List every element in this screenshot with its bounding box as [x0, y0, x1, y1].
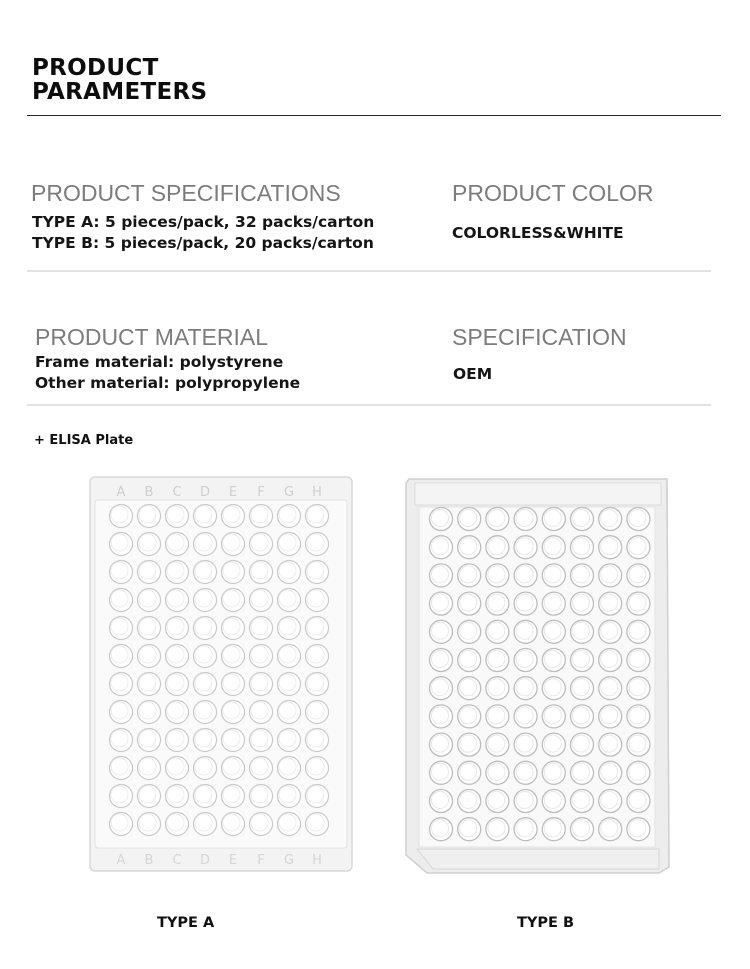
plate-a-well: [278, 729, 301, 752]
plate-a-well: [110, 645, 133, 668]
plate-a-well: [194, 757, 217, 780]
plate-a-well: [250, 785, 273, 808]
plate-a-well: [250, 533, 273, 556]
row-divider-1: [27, 270, 711, 272]
plate-a-well: [278, 785, 301, 808]
plate-a-well: [194, 533, 217, 556]
plate-a-column-letter: E: [228, 485, 238, 500]
plate-b-well: [627, 761, 650, 784]
plate-a-well: [138, 785, 161, 808]
plate-b-well: [430, 733, 453, 756]
plate-b-bottom-rail: [417, 849, 659, 869]
plate-b-well: [542, 705, 565, 728]
plate-type-a-image: [89, 476, 353, 872]
plate-b-well: [458, 620, 481, 643]
plate-a-well: [250, 757, 273, 780]
plate-b-well: [514, 677, 537, 700]
material-line2: Other material: polypropylene: [35, 374, 301, 392]
plate-a-well: [278, 645, 301, 668]
elisa-plate-label: + ELISA Plate: [34, 433, 134, 448]
plate-a-well: [306, 729, 329, 752]
plate-a-well: [222, 589, 245, 612]
plate-b-well: [571, 536, 594, 559]
plate-a-column-letter-bottom: G: [283, 853, 295, 868]
plate-a-well: [110, 561, 133, 584]
plate-b-well: [486, 620, 509, 643]
plate-a-well: [166, 785, 189, 808]
plate-a-well: [250, 645, 273, 668]
plate-a-well: [194, 561, 217, 584]
plate-a-well: [278, 533, 301, 556]
plate-b-well: [542, 564, 565, 587]
plate-a-well: [166, 813, 189, 836]
plate-b-well: [599, 620, 622, 643]
plate-a-well: [278, 701, 301, 724]
plate-b-well: [542, 649, 565, 672]
plate-b-well: [486, 592, 509, 615]
plate-a-well: [222, 673, 245, 696]
plate-a-well: [222, 561, 245, 584]
plate-a-well: [194, 589, 217, 612]
plate-a-well: [306, 561, 329, 584]
plate-a-column-letter-bottom: C: [172, 853, 182, 868]
plate-a-well: [138, 673, 161, 696]
color-value: COLORLESS&WHITE: [452, 224, 624, 242]
plate-a-well: [306, 757, 329, 780]
plate-b-well: [571, 733, 594, 756]
plate-b-well: [514, 649, 537, 672]
plate-b-well: [571, 761, 594, 784]
plate-a-well: [250, 617, 273, 640]
plate-type-b-image: [403, 477, 671, 877]
plate-a-well: [278, 617, 301, 640]
plate-a-well: [278, 813, 301, 836]
plate-b-well: [542, 818, 565, 841]
plate-b-well: [486, 705, 509, 728]
plate-b-well: [458, 649, 481, 672]
plate-a-well: [110, 617, 133, 640]
plate-a-well: [110, 505, 133, 528]
plate-b-well: [430, 705, 453, 728]
plate-b-well: [486, 733, 509, 756]
plate-b-well: [627, 649, 650, 672]
plate-a-column-letter: C: [172, 485, 182, 500]
plate-b-well: [627, 790, 650, 813]
plate-a-well: [222, 785, 245, 808]
plate-a-well: [194, 729, 217, 752]
plate-b-well: [514, 761, 537, 784]
plate-b-well: [627, 620, 650, 643]
plate-b-well: [430, 761, 453, 784]
plate-b-well: [599, 536, 622, 559]
plate-b-well: [458, 677, 481, 700]
plate-b-well: [458, 790, 481, 813]
plate-b-well: [430, 592, 453, 615]
plate-b-well: [599, 733, 622, 756]
plate-b-well: [571, 705, 594, 728]
plate-a-well: [110, 729, 133, 752]
plate-a-well: [110, 757, 133, 780]
plate-a-well: [138, 757, 161, 780]
plate-a-column-letter: A: [116, 485, 126, 500]
plate-a-column-letter: H: [312, 485, 322, 500]
plate-a-well: [222, 701, 245, 724]
material-heading: PRODUCT MATERIAL: [35, 324, 269, 350]
row-divider-2: [27, 404, 711, 406]
plate-a-well: [222, 533, 245, 556]
plate-b-well: [571, 620, 594, 643]
plate-b-well: [458, 508, 481, 531]
plate-a-well: [306, 701, 329, 724]
plate-a-column-letter-bottom: E: [228, 853, 238, 868]
type-a-caption: TYPE A: [157, 915, 215, 931]
plate-b-well: [627, 592, 650, 615]
plate-type-a: [89, 476, 353, 872]
plate-a-column-letter-bottom: F: [257, 853, 265, 868]
plate-b-well: [571, 508, 594, 531]
page-title-line2: PARAMETERS: [32, 79, 208, 105]
plate-a-well: [138, 617, 161, 640]
specifications-line2: TYPE B: 5 pieces/pack, 20 packs/carton: [32, 234, 374, 252]
plate-b-well: [430, 508, 453, 531]
plate-b-well: [599, 705, 622, 728]
plate-a-well: [250, 673, 273, 696]
plate-a-well: [110, 589, 133, 612]
plate-a-well: [166, 645, 189, 668]
material-line1: Frame material: polystyrene: [35, 353, 284, 371]
plate-a-well: [138, 645, 161, 668]
plate-b-well: [430, 649, 453, 672]
plate-b-well: [627, 818, 650, 841]
plate-b-well: [458, 818, 481, 841]
plate-a-column-letter: G: [283, 485, 295, 500]
plate-b-well: [542, 508, 565, 531]
plate-b-well: [542, 620, 565, 643]
plate-b-well: [458, 705, 481, 728]
plate-a-well: [306, 645, 329, 668]
plate-a-well: [306, 617, 329, 640]
plate-a-column-letter-bottom: A: [116, 853, 126, 868]
plate-a-well: [138, 729, 161, 752]
plate-a-well: [138, 813, 161, 836]
plate-a-well: [194, 617, 217, 640]
material-values: [35, 352, 300, 394]
plate-b-well: [430, 790, 453, 813]
plate-a-column-letter-bottom: H: [312, 853, 322, 868]
plate-b-well: [599, 790, 622, 813]
plate-type-b: [403, 477, 671, 877]
page-title: [32, 56, 207, 104]
plate-b-well: [599, 508, 622, 531]
plate-b-well: [599, 649, 622, 672]
plate-b-well: [458, 733, 481, 756]
plate-a-column-letter-bottom: B: [144, 853, 154, 868]
plate-a-well: [110, 533, 133, 556]
plate-a-well: [306, 813, 329, 836]
plate-a-well: [306, 785, 329, 808]
specifications-line1: TYPE A: 5 pieces/pack, 32 packs/carton: [32, 213, 375, 231]
plate-a-well: [250, 505, 273, 528]
plate-a-well: [166, 673, 189, 696]
plate-a-well: [222, 645, 245, 668]
plate-a-well: [194, 813, 217, 836]
plate-b-well: [599, 818, 622, 841]
plate-b-well: [514, 564, 537, 587]
plate-a-well: [250, 561, 273, 584]
plate-b-top-rail: [415, 483, 661, 505]
plate-a-well: [166, 729, 189, 752]
plate-a-well: [166, 701, 189, 724]
plate-a-well: [278, 561, 301, 584]
plate-a-well: [222, 617, 245, 640]
plate-a-well: [306, 673, 329, 696]
plate-a-well: [138, 701, 161, 724]
plate-b-well: [514, 705, 537, 728]
plate-b-well: [542, 733, 565, 756]
plate-a-well: [306, 589, 329, 612]
plate-a-column-letter: B: [144, 485, 154, 500]
plate-a-column-letter: D: [199, 485, 211, 500]
plate-b-well: [542, 790, 565, 813]
plate-b-well: [627, 705, 650, 728]
plate-b-well: [430, 677, 453, 700]
specifications-heading: PRODUCT SPECIFICATIONS: [31, 180, 341, 206]
type-b-caption: TYPE B: [517, 915, 575, 931]
plate-a-column-letter-bottom: D: [199, 853, 211, 868]
plate-b-well: [514, 508, 537, 531]
plate-b-well: [486, 536, 509, 559]
plate-b-well: [599, 564, 622, 587]
plate-a-well: [306, 533, 329, 556]
plate-b-well: [627, 564, 650, 587]
plate-b-well: [514, 818, 537, 841]
plate-a-well: [222, 729, 245, 752]
plate-b-well: [514, 592, 537, 615]
title-divider: [27, 115, 721, 116]
plate-a-well: [250, 813, 273, 836]
plate-b-well: [542, 592, 565, 615]
plate-b-well: [486, 677, 509, 700]
plate-b-well: [514, 790, 537, 813]
plate-b-well: [486, 508, 509, 531]
plate-b-well: [542, 761, 565, 784]
specifications-values: [32, 212, 374, 254]
plate-b-well: [542, 677, 565, 700]
plate-a-well: [138, 589, 161, 612]
plate-b-well: [486, 818, 509, 841]
plate-a-well: [138, 561, 161, 584]
plate-b-well: [430, 564, 453, 587]
specification-value: OEM: [453, 365, 493, 383]
plate-a-well: [166, 533, 189, 556]
plate-b-well: [514, 536, 537, 559]
plate-b-well: [571, 592, 594, 615]
plate-a-well: [222, 813, 245, 836]
plate-b-well: [627, 536, 650, 559]
plate-a-well: [278, 589, 301, 612]
plate-b-well: [571, 564, 594, 587]
plate-a-well: [278, 505, 301, 528]
plate-b-well: [486, 790, 509, 813]
plate-b-well: [599, 677, 622, 700]
plate-a-well: [194, 673, 217, 696]
plate-b-well: [599, 592, 622, 615]
plate-a-well: [194, 785, 217, 808]
plate-a-well: [222, 757, 245, 780]
plate-a-column-letter: F: [257, 485, 265, 500]
plate-b-well: [486, 761, 509, 784]
plate-b-well: [430, 536, 453, 559]
plate-b-well: [486, 564, 509, 587]
plate-a-well: [222, 505, 245, 528]
plate-a-well: [110, 701, 133, 724]
plate-a-well: [166, 561, 189, 584]
plate-b-well: [486, 649, 509, 672]
plate-a-well: [250, 729, 273, 752]
plate-a-well: [110, 673, 133, 696]
plate-a-well: [166, 505, 189, 528]
plate-b-well: [458, 564, 481, 587]
plate-a-well: [166, 617, 189, 640]
page-title-line1: PRODUCT: [32, 55, 159, 81]
specification-heading: SPECIFICATION: [452, 324, 627, 350]
plate-a-well: [250, 701, 273, 724]
plate-a-well: [138, 533, 161, 556]
color-heading: PRODUCT COLOR: [452, 180, 654, 206]
plate-a-well: [250, 589, 273, 612]
plate-a-well: [306, 505, 329, 528]
plate-b-well: [458, 536, 481, 559]
plate-a-well: [194, 701, 217, 724]
plate-a-well: [166, 757, 189, 780]
plate-a-well: [138, 505, 161, 528]
plate-b-well: [430, 620, 453, 643]
plate-b-well: [458, 761, 481, 784]
plate-a-well: [194, 505, 217, 528]
plate-a-well: [278, 757, 301, 780]
plate-b-well: [571, 790, 594, 813]
plate-b-well: [458, 592, 481, 615]
plate-b-well: [571, 649, 594, 672]
plate-a-well: [166, 589, 189, 612]
plate-b-well: [542, 536, 565, 559]
plate-b-well: [514, 733, 537, 756]
plate-b-well: [571, 818, 594, 841]
plate-a-well: [110, 785, 133, 808]
plate-a-well: [278, 673, 301, 696]
plate-a-well: [194, 645, 217, 668]
plate-a-well: [110, 813, 133, 836]
plate-b-well: [514, 620, 537, 643]
plate-b-well: [627, 733, 650, 756]
plate-b-well: [627, 508, 650, 531]
plate-b-well: [627, 677, 650, 700]
plate-b-well: [430, 818, 453, 841]
plate-b-well: [599, 761, 622, 784]
plate-b-well: [571, 677, 594, 700]
